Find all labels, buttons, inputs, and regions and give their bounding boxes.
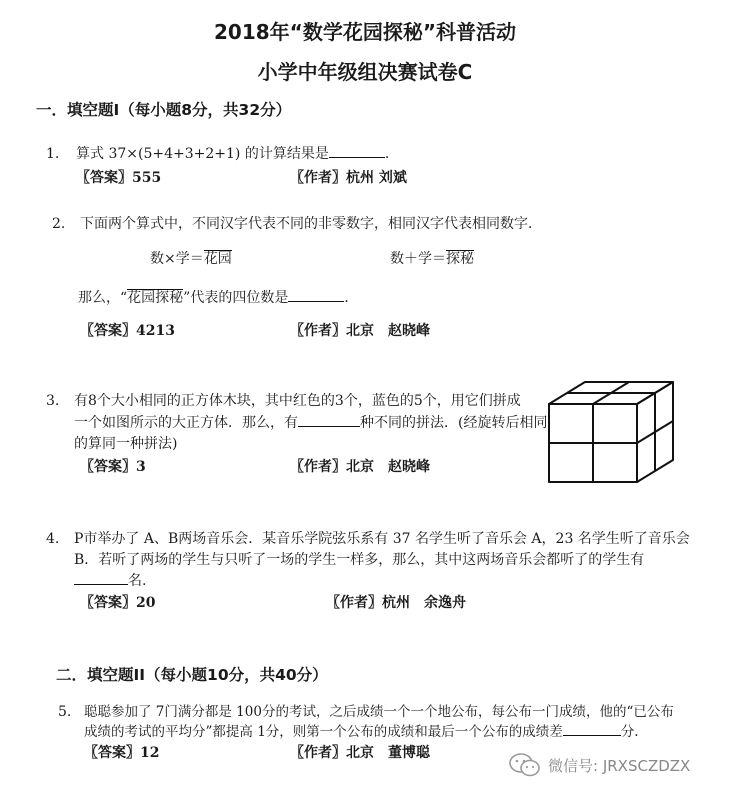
q1-answer: 〖答案〗555 [76,170,162,186]
q3-line-2 [74,414,547,433]
q4-line-2: B．若听了两场的学生与只听了一场的学生一样多，那么，其中这两场音乐会都听了的学生有 [74,552,645,568]
q5-answer-blank [563,723,621,736]
q3-line-2-b: 种不同的拼法．(经旋转后相同 [360,415,548,431]
q4-line-3-b: 名. [128,573,147,589]
q1-text-a: 算式 37×(5+4+3+2+1) 的计算结果是 [76,146,329,162]
q2-number: 2. [52,216,66,232]
q2-eq1-b: 花园 [203,251,232,267]
q5-line-2 [84,723,639,742]
q1-answer-blank [329,145,385,158]
q2-equation-1 [150,250,232,269]
q1-text-b: . [384,146,390,162]
title-line-2: 小学中年级组决赛试卷C [257,60,473,84]
q4-answer-blank [74,572,128,585]
title-line-1: 2018年“数学花园探秘”科普活动 [214,20,516,44]
q2-ask-a: 那么，“ [78,290,128,306]
q4-line-3 [74,572,146,591]
q4-answer: 〖答案〗20 [80,595,156,611]
q5-answer: 〖答案〗12 [84,745,160,761]
q3-answer: 〖答案〗3 [80,459,146,475]
q2-ask-c: ”代表的四位数是 [183,290,289,306]
q3-answer-blank [298,414,360,427]
q3-line-1: 有8个大小相同的正方体木块，其中红色的3个，蓝色的5个，用它们拼成 [74,393,521,409]
q3-author: 〖作者〗北京 赵晓峰 [290,459,430,475]
q2-question [78,289,358,308]
q1-number: 1. [46,146,60,162]
q2-text: 下面两个算式中，不同汉字代表不同的非零数字，相同汉字代表相同数字． [80,216,542,232]
q2-answer: 〖答案〗4213 [80,323,175,339]
q4-number: 4. [46,531,60,547]
q2-eq2-a: 数＋学＝ [390,251,446,267]
q2-ask-d: ． [344,290,359,306]
q2-answer-blank [288,289,344,302]
q5-number: 5. [58,704,72,720]
q4-line-1: P市举办了 A、B两场音乐会．某音乐学院弦乐系有 37 名学生听了音乐会 A，23 名学生听了音乐会 [74,531,690,547]
wechat-icon [508,752,542,778]
q2-eq1-a: 数×学＝ [150,251,204,267]
q2-ask-b: 花园探秘 [127,290,184,306]
section-2-heading: 二．填空题II（每小题10分，共40分） [56,666,328,684]
q2-author: 〖作者〗北京 赵晓峰 [290,323,430,339]
q3-line-2-a: 一个如图所示的大正方体．那么，有 [74,415,298,431]
q3-number: 3. [46,393,60,409]
q5-author: 〖作者〗北京 董博聪 [290,745,430,761]
q1-author: 〖作者〗杭州 刘斌 [290,170,407,186]
q5-line-2-a: 成绩的考试的平均分”都提高 1分，则第一个公布的成绩和最后一个公布的成绩差 [84,724,563,740]
q1-text [76,145,389,164]
q2-eq2-b: 探秘 [446,251,474,267]
q5-line-1: 聪聪参加了 7门满分都是 100分的考试，之后成绩一个一个地公布，每公布一门成绩，他的“已公布 [84,704,674,720]
section-1-heading: 一．填空题I（每小题8分，共32分） [36,101,292,119]
q4-author: 〖作者〗杭州 余逸舟 [326,595,466,611]
q3-line-3: 的算同一种拼法) [74,436,178,452]
watermark-text: 微信号: JRXSCZDZX [548,757,691,775]
q2-equation-2 [390,250,474,269]
cube-figure [540,375,680,490]
q5-line-2-b: 分. [620,724,639,740]
